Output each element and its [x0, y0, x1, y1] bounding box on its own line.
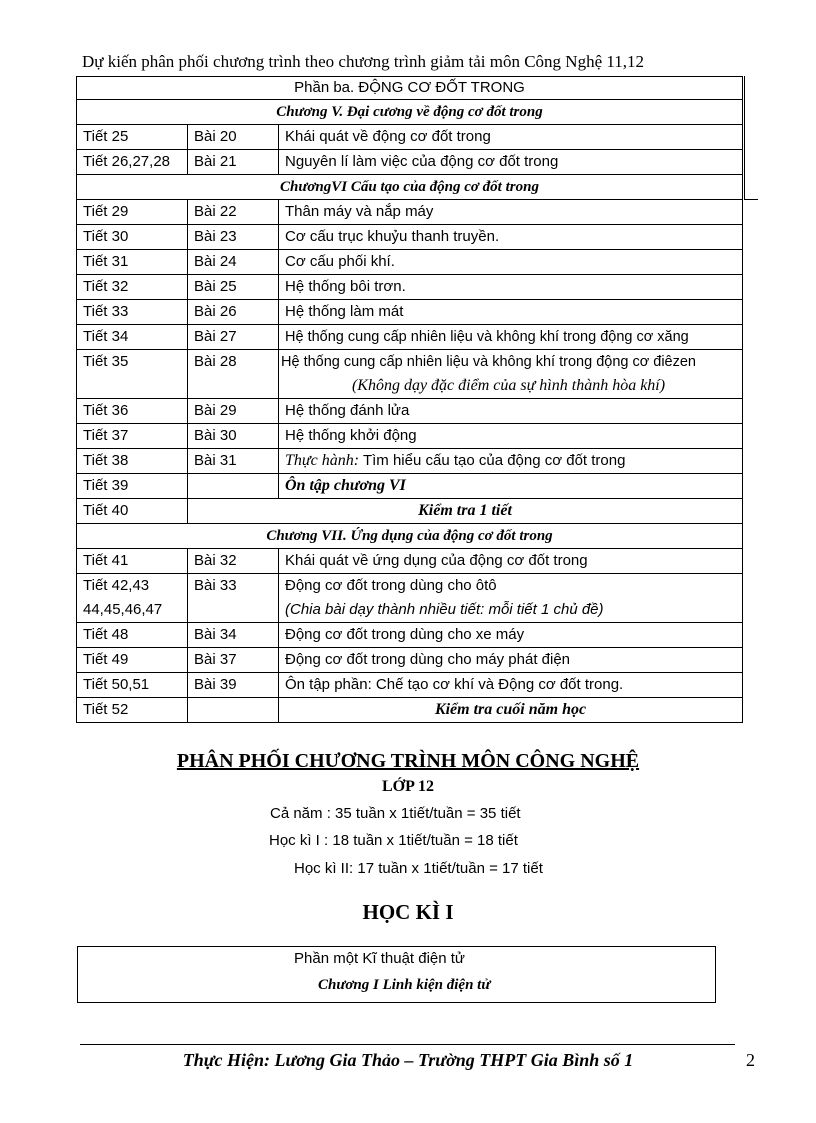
- table-row: [77, 325, 743, 350]
- lesson-cell: Bài 30: [188, 424, 279, 449]
- table-row: [77, 250, 743, 275]
- lesson-title: Động cơ đốt trong dùng cho ôtô: [285, 577, 497, 594]
- period-cell: Tiết 50,51: [77, 673, 188, 698]
- term1-summary: Học kì I : 18 tuần x 1tiết/tuần = 18 tiết: [269, 832, 518, 849]
- practice-label: Thực hành:: [285, 452, 360, 469]
- period-cell: Tiết 25: [77, 125, 188, 150]
- title-cell: Ôn tập phần: Chế tạo cơ khí và Động cơ đốt trong.: [279, 673, 743, 698]
- document-header-title: Dự kiến phân phối chương trình theo chương trình giảm tải môn Công Nghệ 11,12: [82, 52, 644, 71]
- lesson-note: (Chia bài dạy thành nhiều tiết: mỗi tiết 1 chủ đề): [285, 601, 604, 618]
- lesson-cell: Bài 23: [188, 225, 279, 250]
- period-cell: Tiết 39: [77, 474, 188, 499]
- title-cell: Khái quát về động cơ đốt trong: [279, 125, 743, 150]
- lesson-cell: Bài 37: [188, 648, 279, 673]
- table-row: [77, 499, 743, 524]
- table-row: [77, 350, 743, 399]
- chapter-heading: Chương I Linh kiện điện tử: [318, 977, 491, 993]
- chapter-heading: Chương VII. Ứng dụng của động cơ đốt trong: [77, 524, 743, 549]
- lesson-cell: Bài 24: [188, 250, 279, 275]
- period-cell: Tiết 40: [77, 499, 188, 524]
- period-cell: Tiết 37: [77, 424, 188, 449]
- lesson-cell: Bài 20: [188, 125, 279, 150]
- table-row: [77, 125, 743, 150]
- table-row: [77, 449, 743, 474]
- lesson-cell: Bài 32: [188, 549, 279, 574]
- lesson-cell: Bài 39: [188, 673, 279, 698]
- period-cell: Tiết 36: [77, 399, 188, 424]
- lesson-title: Tìm hiểu cấu tạo của động cơ đốt trong: [359, 452, 626, 469]
- table-row: [77, 698, 743, 723]
- title-cell: Nguyên lí làm việc của động cơ đốt trong: [279, 150, 743, 175]
- lesson-note: (Không dạy đặc điểm của sự hình thành hòa khí): [351, 377, 666, 394]
- lesson-title: Hệ thống cung cấp nhiên liệu và không khí trong động cơ điêzen: [281, 354, 696, 370]
- title-cell: Cơ cấu phối khí.: [279, 250, 743, 275]
- lesson-cell: Bài 29: [188, 399, 279, 424]
- table-row: [77, 300, 743, 325]
- title-cell: [279, 449, 743, 474]
- title-cell: Hệ thống làm mát: [279, 300, 743, 325]
- table-row: [77, 200, 743, 225]
- lesson-cell: Bài 26: [188, 300, 279, 325]
- curriculum-table-grade11: [76, 76, 743, 723]
- lesson-cell: Bài 28: [188, 350, 279, 399]
- lesson-cell: [188, 698, 279, 723]
- header-rule-tick: [744, 199, 758, 200]
- period-cell: Tiết 41: [77, 549, 188, 574]
- period-cell: [77, 574, 188, 623]
- table-row-chapter: [77, 100, 743, 125]
- lesson-cell: Bài 31: [188, 449, 279, 474]
- period-cell: Tiết 26,27,28: [77, 150, 188, 175]
- title-cell: Cơ cấu trục khuỷu thanh truyền.: [279, 225, 743, 250]
- lesson-cell: Bài 21: [188, 150, 279, 175]
- table-row: [77, 673, 743, 698]
- table-row: [77, 474, 743, 499]
- chapter-heading: Chương V. Đại cương về động cơ đốt trong: [77, 100, 743, 125]
- final-exam-title: Kiểm tra cuối năm học: [279, 698, 743, 723]
- title-cell: Hệ thống khởi động: [279, 424, 743, 449]
- title-cell: [279, 350, 743, 399]
- term-heading: HỌC KÌ I: [362, 900, 454, 924]
- table-row-chapter: [77, 524, 743, 549]
- period-cell: Tiết 49: [77, 648, 188, 673]
- lesson-cell: [188, 474, 279, 499]
- period-cell: Tiết 33: [77, 300, 188, 325]
- header-rule: [744, 76, 745, 200]
- lesson-cell: Bài 22: [188, 200, 279, 225]
- table-row: [77, 399, 743, 424]
- chapter-heading: ChươngVI Cấu tạo của động cơ đốt trong: [77, 175, 743, 200]
- section-title-text: PHÂN PHỐI CHƯƠNG TRÌNH MÔN CÔNG NGHỆ: [176, 750, 640, 772]
- period-cell: Tiết 52: [77, 698, 188, 723]
- section-title: [0, 750, 816, 773]
- period-cell: Tiết 48: [77, 623, 188, 648]
- term2-summary: Học kì II: 17 tuần x 1tiết/tuần = 17 tiết: [294, 860, 543, 877]
- title-cell: [279, 574, 743, 623]
- footer-rule: [80, 1044, 735, 1045]
- table-row: [77, 648, 743, 673]
- period-cell: Tiết 34: [77, 325, 188, 350]
- footer-author: Thực Hiện: Lương Gia Thảo – Trường THPT Gia Bình số 1: [182, 1050, 634, 1070]
- period-cell: Tiết 29: [77, 200, 188, 225]
- lesson-cell: Bài 27: [188, 325, 279, 350]
- title-cell: Hệ thống đánh lửa: [279, 399, 743, 424]
- title-cell: Động cơ đốt trong dùng cho xe máy: [279, 623, 743, 648]
- period-line: Tiết 42,43: [83, 577, 150, 594]
- table-row: [77, 424, 743, 449]
- grade-label: LỚP 12: [381, 778, 434, 795]
- table-row: [77, 549, 743, 574]
- lesson-cell: Bài 33: [188, 574, 279, 623]
- table-row: [77, 275, 743, 300]
- title-cell: Khái quát về ứng dụng của động cơ đốt trong: [279, 549, 743, 574]
- part-heading: Phần một Kĩ thuật điện tử: [294, 950, 465, 967]
- test-title: Kiểm tra 1 tiết: [188, 499, 743, 524]
- lesson-cell: Bài 34: [188, 623, 279, 648]
- lesson-cell: Bài 25: [188, 275, 279, 300]
- part-heading: Phần ba. ĐỘNG CƠ ĐỐT TRONG: [77, 77, 743, 100]
- review-title: Ôn tập chương VI: [279, 474, 743, 499]
- title-cell: Hệ thống bôi trơn.: [279, 275, 743, 300]
- table-row: [77, 225, 743, 250]
- table-row: [77, 623, 743, 648]
- period-cell: Tiết 31: [77, 250, 188, 275]
- table-row: [77, 150, 743, 175]
- period-cell: Tiết 38: [77, 449, 188, 474]
- year-summary: Cả năm : 35 tuần x 1tiết/tuần = 35 tiết: [270, 805, 521, 822]
- curriculum-table-grade12: [77, 946, 716, 1003]
- title-cell: Động cơ đốt trong dùng cho máy phát điện: [279, 648, 743, 673]
- period-line: 44,45,46,47: [83, 601, 163, 618]
- title-cell: Thân máy và nắp máy: [279, 200, 743, 225]
- period-cell: Tiết 32: [77, 275, 188, 300]
- table-row: [77, 574, 743, 623]
- title-cell: Hệ thống cung cấp nhiên liệu và không khí trong động cơ xăng: [279, 325, 743, 350]
- table-row-part: [77, 77, 743, 100]
- table-row-chapter: [77, 175, 743, 200]
- page-number: 2: [746, 1050, 755, 1070]
- period-cell: Tiết 35: [77, 350, 188, 399]
- period-cell: Tiết 30: [77, 225, 188, 250]
